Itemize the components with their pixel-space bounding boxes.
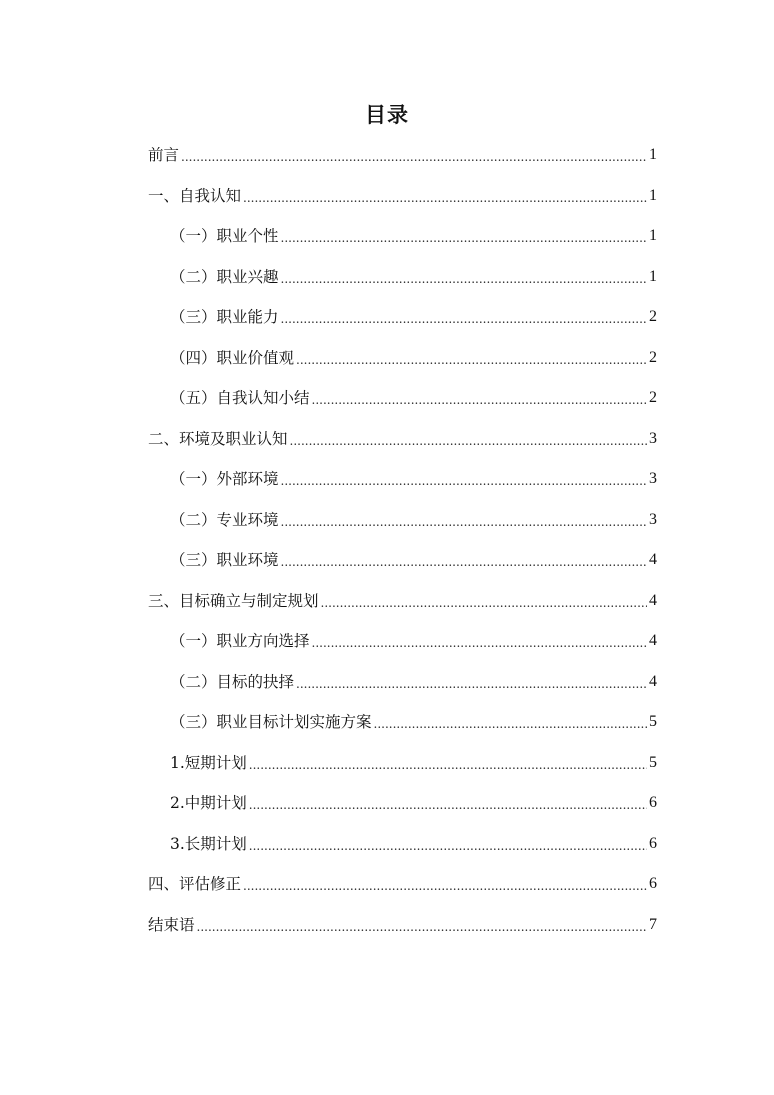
toc-entry-page: 7: [649, 915, 657, 933]
toc-entry-label: 一、自我认知: [148, 186, 242, 205]
toc-entry[interactable]: [148, 422, 657, 456]
toc-entry-page: 6: [649, 794, 657, 811]
toc-entry-page: 1: [649, 186, 657, 204]
toc-entry-label: （三）职业能力: [170, 308, 279, 326]
toc-entry-page: 4: [649, 551, 657, 568]
toc-dot-leader: [197, 910, 647, 944]
toc-entry-page: 5: [649, 753, 657, 771]
toc-entry-page: 3: [649, 510, 657, 528]
toc-entry-label: 结束语: [148, 915, 195, 934]
page-title: 目录: [365, 102, 409, 127]
toc-dot-leader: [249, 748, 647, 782]
toc-entry[interactable]: [148, 138, 657, 172]
toc-entry-label: 2.中期计划: [170, 794, 247, 812]
toc-entry-page: 6: [649, 875, 657, 892]
toc-dot-leader: [281, 221, 647, 255]
toc-entry-label: （二）职业兴趣: [170, 267, 279, 286]
toc-entry[interactable]: [170, 665, 657, 699]
toc-entry-label: 三、目标确立与制定规划: [148, 591, 319, 610]
toc-dot-leader: [374, 707, 647, 741]
toc-entry[interactable]: [170, 462, 657, 496]
toc-entry-page: 4: [649, 632, 657, 649]
toc-entry[interactable]: [170, 746, 657, 780]
toc-entry[interactable]: [170, 624, 657, 658]
toc-entry-label: （二）目标的抉择: [170, 672, 295, 691]
toc-dot-leader: [296, 667, 647, 701]
toc-entry[interactable]: [148, 584, 657, 618]
toc-dot-leader: [290, 424, 647, 458]
toc-dot-leader: [281, 464, 647, 498]
toc-entry-page: 2: [649, 308, 657, 325]
toc-entry-page: 6: [649, 834, 657, 852]
toc-entry[interactable]: [148, 179, 657, 213]
toc-dot-leader: [321, 586, 647, 620]
toc-dot-leader: [243, 869, 647, 903]
toc-entry[interactable]: [170, 219, 657, 253]
toc-entry-page: 4: [649, 591, 657, 609]
toc-dot-leader: [249, 788, 647, 822]
toc-dot-leader: [281, 505, 647, 539]
toc-entry[interactable]: [170, 503, 657, 537]
toc-entry-label: 前言: [148, 146, 180, 164]
toc-entry[interactable]: [170, 300, 657, 334]
toc-dot-leader: [249, 829, 647, 863]
toc-dot-leader: [181, 140, 647, 174]
toc-dot-leader: [281, 262, 647, 296]
toc-entry[interactable]: [148, 867, 657, 901]
toc-entry-page: 3: [649, 429, 657, 447]
toc-entry-label: （一）职业方向选择: [170, 632, 310, 650]
toc-entry-label: （四）职业价值观: [170, 348, 295, 367]
toc-entry[interactable]: [170, 827, 657, 861]
toc-entry[interactable]: [170, 786, 657, 820]
toc-entry-label: 3.长期计划: [170, 834, 247, 853]
toc-entry-page: 5: [649, 713, 657, 730]
toc-entry-page: 2: [649, 389, 657, 406]
toc-entry-label: （一）外部环境: [170, 470, 279, 488]
toc-entry-page: 3: [649, 470, 657, 487]
toc-dot-leader: [243, 181, 647, 215]
toc-entry[interactable]: [148, 908, 657, 942]
toc-dot-leader: [312, 626, 647, 660]
toc-entry-label: （一）职业个性: [170, 227, 279, 245]
toc-entry-page: 4: [649, 672, 657, 690]
toc-entry-page: 2: [649, 348, 657, 366]
toc-entry-page: 1: [649, 267, 657, 285]
toc-entry-page: 1: [649, 227, 657, 244]
toc-entry-page: 1: [649, 146, 657, 163]
toc-entry[interactable]: [170, 543, 657, 577]
toc-dot-leader: [312, 383, 647, 417]
toc-entry-label: （三）职业目标计划实施方案: [170, 713, 372, 731]
toc-entry-label: （五）自我认知小结: [170, 389, 310, 407]
toc-entry-label: 四、评估修正: [148, 875, 242, 893]
toc-dot-leader: [296, 343, 647, 377]
toc-entry[interactable]: [170, 705, 657, 739]
toc-entry[interactable]: [170, 341, 657, 375]
toc-entry[interactable]: [170, 381, 657, 415]
toc-entry-label: 1.短期计划: [170, 753, 247, 772]
toc-dot-leader: [281, 302, 647, 336]
toc-entry-label: （二）专业环境: [170, 510, 279, 529]
toc-dot-leader: [281, 545, 647, 579]
toc-entry[interactable]: [170, 260, 657, 294]
toc-entry-label: （三）职业环境: [170, 551, 279, 569]
toc-entry-label: 二、环境及职业认知: [148, 429, 288, 448]
